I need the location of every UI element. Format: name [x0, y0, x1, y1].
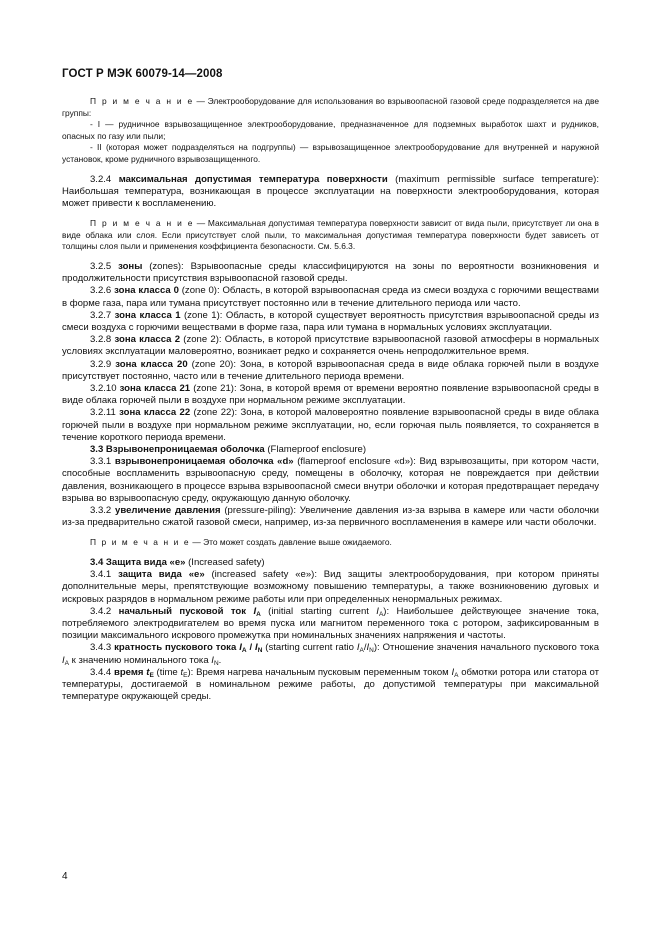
- clause-3-3-1: 3.3.1 взрывонепроницаемая оболочка «d» (flameproof enclosure «d»): Вид взрывозащиты, при котором части, способные воспламенить взрывоопасную среду, помещены в оболочку, которая не повреждается при действии давления, возникающего в процессе взрыва взрывоопасной смеси внутри оболочки и которая предотвращает передачу взрыва во взрывоопасную среду, окружающую данную оболочку.: [62, 456, 599, 504]
- clause-3-2-7: 3.2.7 зона класса 1 (zone 1): Область, в которой существует вероятность присутствия взрывоопасной среды из смеси воздуха с горючими веществами в форме газа, пара или тумана в нормальных условиях эксплуатации.: [62, 309, 600, 333]
- clause-3-2-8: 3.2.8 зона класса 2 (zone 2): Область, в которой присутствие взрывоопасной газовой атмосферы в нормальных условиях эксплуатации маловероятно, возникает редко и сохраняется очень непродолжительное время.: [62, 334, 599, 358]
- note-2: П р и м е ч а н и е — Максимальная допустимая температура поверхности зависит от вида пыли, присутствует ли она в виде облака или слоя. Если присутствует слой пыли, то максимальная допустимая температура поверхности будет зависеть от толщины слоя пыли и применения коэффициента безопасности. См. 5.6.3.: [62, 218, 599, 252]
- page-number: 4: [62, 871, 68, 882]
- clause-3-4-2: 3.4.2 начальный пусковой ток $I_A$ (initial starting current $I_A$): Наибольшее действующее значение тока, потребляемого электродвигателем во время пуска или магнитом переменного тока с ротором, зафиксированным в позиции максимального искрового промежутка при номинальных значениях напряжения и частоты.: [62, 605, 599, 642]
- clause-3-3: 3.3 Взрывонепроницаемая оболочка (Flameproof enclosure): [90, 444, 367, 455]
- clause-3-4-3: 3.4.3 кратность пускового тока $I_A / I_N$ (starting current ratio $I_A/I_N$): Отношение значения начального пускового тока $I_A$ к значению номинального тока $I_N$.: [62, 642, 600, 667]
- document-body: [62, 96, 599, 703]
- clause-3-2-4: 3.2.4 максимальная допустимая температура поверхности (maximum permissible surface temperature): Наибольшая температура, возникающая в процессе эксплуатации на поверхности электрооборудования, которая может привести к воспламенению.: [62, 173, 599, 209]
- clause-3-4-4: 3.4.4 время $t_E$ (time $t_E$): Время нагрева начальным пусковым переменным током $I_A$ обмотки ротора или статора от температуры, достигаемой в номинальном режиме работы, до допустимой температуры при максимальной температуре окружающей среды.: [62, 666, 599, 703]
- note-1-item-1: - I — рудничное взрывозащищенное электрооборудование, предназначенное для подземных выработок шахт и рудников, опасных по газу или пыли;: [62, 119, 599, 141]
- clause-3-2-9: 3.2.9 зона класса 20 (zone 20): Зона, в которой взрывоопасная среда в виде облака горючей пыли в воздухе присутствует постоянно, часто или в течение длительного периода времени.: [62, 358, 599, 382]
- document-header: ГОСТ Р МЭК 60079-14—2008: [62, 68, 223, 80]
- clause-3-2-6: 3.2.6 зона класса 0 (zone 0): Область, в которой взрывоопасная среда из смеси воздуха с горючими веществами в форме газа, пара или тумана присутствует постоянно или в течение длительного периода или часто.: [62, 285, 600, 309]
- note-label: П р и м е ч а н и е: [90, 96, 194, 106]
- clause-3-2-11: 3.2.11 зона класса 22 (zone 22): Зона, в которой маловероятно появление взрывоопасной среды в виде облака горючей пыли в воздухе при нормальном режиме эксплуатации, но, если горючая пыль появляется, то сохраняется в течение короткого периода времени.: [62, 407, 599, 443]
- note-3: П р и м е ч а н и е — Это может создать давление выше ожидаемого.: [90, 537, 392, 548]
- clause-3-4: 3.4 Защита вида «е» (Increased safety): [90, 557, 265, 569]
- note-1-item-2: - II (которая может подразделяться на подгруппы) — взрывозащищенное электрооборудование для внутренней и наружной установок, кроме рудничного взрывозащищенного.: [62, 142, 599, 164]
- clause-3-2-5: 3.2.5 зоны (zones): Взрывоопасные среды классифицируются на зоны по вероятности возникновения и продолжительности присутствия взрывоопасной газовой среды.: [62, 260, 599, 285]
- clause-3-2-10: 3.2.10 зона класса 21 (zone 21): Зона, в которой время от времени вероятно появление взрывоопасной среды в виде облака горючей пыли в воздухе при нормальном режиме эксплуатации.: [62, 382, 600, 407]
- clause-3-3-2: 3.3.2 увеличение давления (pressure-piling): Увеличение давления из-за взрыва в камере или части оболочки из-за предварительно сжатой газовой смеси, например, из-за первичного воспламенения в камере или части оболочки.: [62, 505, 600, 529]
- clause-3-4-1: 3.4.1 защита вида «е» (increased safety «е»): Вид защиты электрооборудования, при котором приняты дополнительные меры, препятствующие возможному повышению температуры, а также возникновению дуговых и искровых разрядов в нормальном режиме работы или при определенных ненормальных режимах.: [62, 569, 599, 605]
- note-1: П р и м е ч а н и е — Электрооборудование для использования во взрывоопасной газовой среде подразделяется на две группы:: [62, 96, 599, 118]
